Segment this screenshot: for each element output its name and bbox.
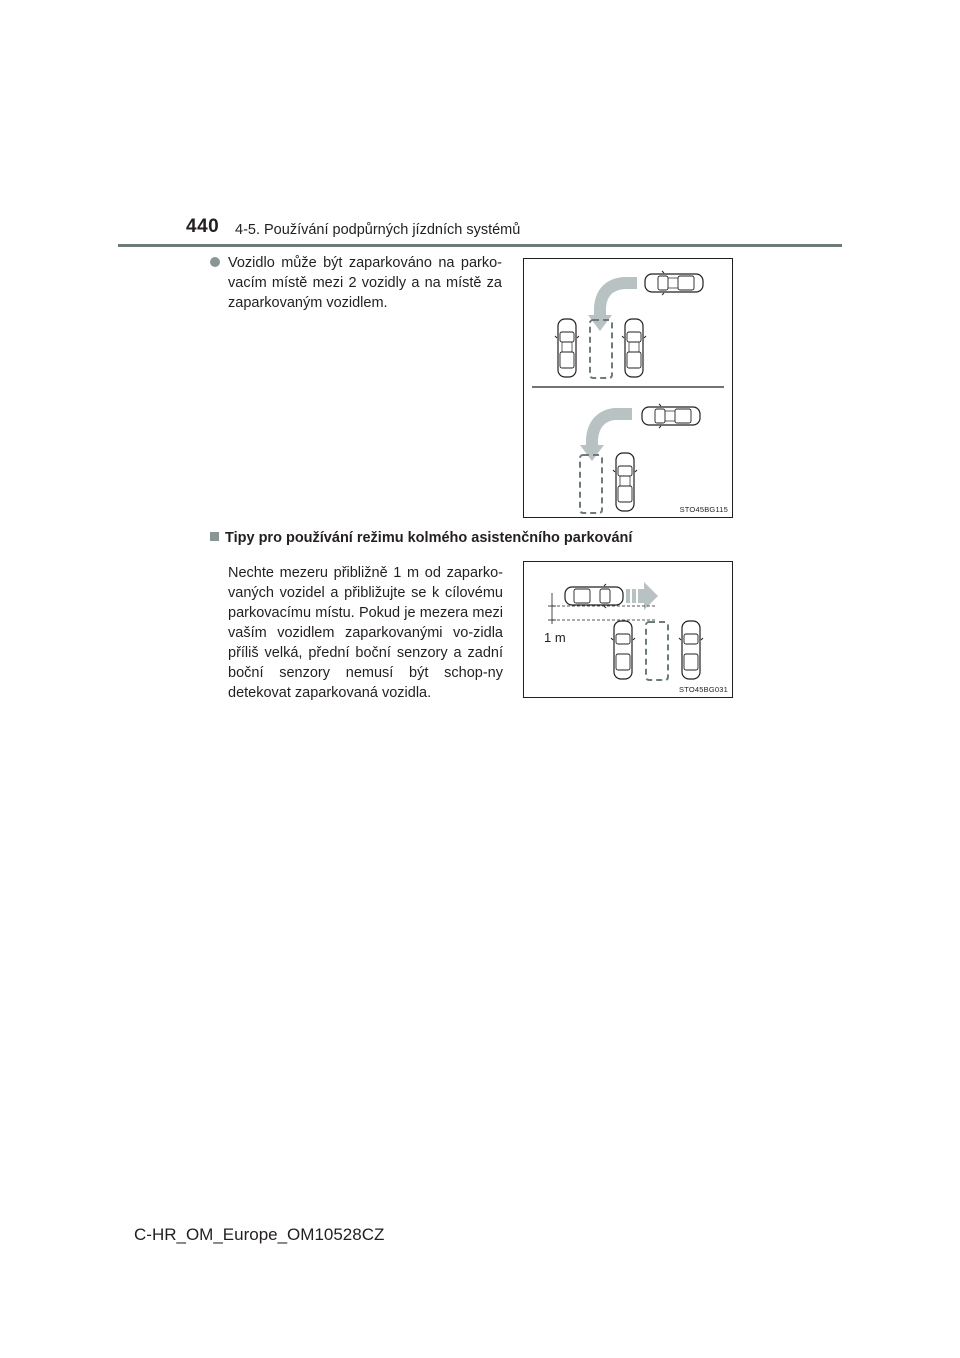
- bullet-icon: [210, 257, 220, 267]
- footer-document-id: C-HR_OM_Europe_OM10528CZ: [134, 1225, 385, 1244]
- figure-code: STO45BG031: [679, 685, 728, 694]
- page-number: 440: [186, 216, 220, 237]
- square-bullet-icon: [210, 532, 219, 541]
- figure-distance: [523, 561, 733, 698]
- section-title: 4-5. Používání podpůrných jízdních systémů: [235, 222, 521, 238]
- tips-paragraph: Nechte mezeru přibližně 1 m od zaparko-vaných vozidel a přibližujte se k cílovému parkovacímu místu. Pokud je mezera mezi vaším vozidlem zaparkovanými vo-zidla příliš velká, přední boční senzory a zadní boční senzory nemusí být schop-ny detekovat zaparkovaná vozidla.: [228, 565, 503, 701]
- distance-label: 1 m: [544, 630, 566, 645]
- header-rule: [118, 244, 842, 247]
- figure-code: STO45BG115: [679, 505, 728, 514]
- figure-parking-spots: [523, 258, 733, 518]
- subheading-text: Tipy pro používání režimu kolmého asistenčního parkování: [225, 530, 633, 546]
- bullet-text: Vozidlo může být zaparkováno na parko-vacím místě mezi 2 vozidly a na místě za zaparkovaným vozidlem.: [228, 255, 502, 311]
- bullet-item: [210, 253, 502, 313]
- figure-parking-spots-drawing: [524, 259, 732, 517]
- subheading: [210, 530, 632, 546]
